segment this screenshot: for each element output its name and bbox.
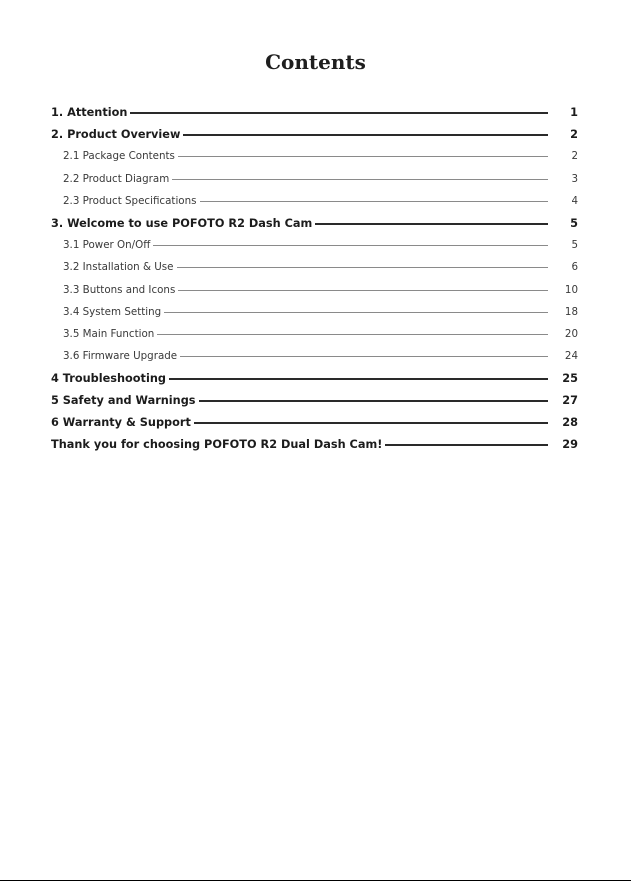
toc-leader-line <box>164 312 548 313</box>
toc-page-number: 3 <box>571 172 578 185</box>
toc-leader-line <box>315 223 548 225</box>
toc-leader-line <box>130 112 548 114</box>
toc-entry-buttons-icons[interactable] <box>51 279 578 301</box>
toc-leader-line <box>199 400 548 402</box>
toc-leader-line <box>177 267 549 268</box>
toc-leader-line <box>200 201 549 202</box>
toc-page-number: 10 <box>564 283 578 296</box>
page-bottom-rule <box>0 880 631 881</box>
toc-entry-product-diagram[interactable] <box>51 168 578 190</box>
toc-entry-label: 3.2 Installation & Use <box>63 261 174 274</box>
toc-entry-label: Thank you for choosing POFOTO R2 Dual Dash Cam! <box>51 438 383 452</box>
toc-page-number: 5 <box>571 239 578 252</box>
toc-leader-line <box>157 334 548 335</box>
toc-page-number: 24 <box>564 350 578 363</box>
toc-entry-firmware-upgrade[interactable] <box>51 345 578 367</box>
toc-leader-line <box>178 156 548 157</box>
toc-entry-label: 6 Warranty & Support <box>51 416 191 430</box>
toc-page-number: 27 <box>562 394 578 408</box>
toc-entry-troubleshooting[interactable] <box>51 367 578 389</box>
toc-entry-label: 3.3 Buttons and Icons <box>63 283 176 296</box>
toc-leader-line <box>194 422 548 424</box>
toc-entry-label: 3.5 Main Function <box>63 327 155 340</box>
toc-entry-package-contents[interactable] <box>51 145 578 167</box>
toc-entry-label: 3. Welcome to use POFOTO R2 Dash Cam <box>51 216 313 230</box>
toc-page-number: 18 <box>564 305 578 318</box>
toc-page-number: 29 <box>562 438 578 452</box>
toc-entry-label: 4 Troubleshooting <box>51 371 166 385</box>
toc-leader-line <box>178 290 548 291</box>
toc-page-number: 2 <box>571 150 578 163</box>
toc-leader-line <box>172 179 548 180</box>
toc-leader-line <box>169 378 548 380</box>
toc-page-number: 4 <box>571 194 578 207</box>
toc-page-number: 2 <box>570 127 578 141</box>
toc-entry-label: 2.3 Product Specifications <box>63 194 197 207</box>
toc-entry-label: 3.6 Firmware Upgrade <box>63 350 178 363</box>
toc-leader-line <box>385 444 548 446</box>
toc-page-number: 1 <box>570 105 578 119</box>
toc-entry-label: 1. Attention <box>51 105 128 119</box>
toc-entry-safety-warnings[interactable] <box>51 389 578 411</box>
toc-entry-main-function[interactable] <box>51 323 578 345</box>
toc-entry-power-on-off[interactable] <box>51 234 578 256</box>
toc-entry-system-setting[interactable] <box>51 301 578 323</box>
toc-page-number: 25 <box>562 371 578 385</box>
toc-entry-label: 3.1 Power On/Off <box>63 239 151 252</box>
table-of-contents <box>51 101 578 456</box>
toc-entry-welcome[interactable] <box>51 212 578 234</box>
toc-page-number: 5 <box>570 216 578 230</box>
toc-entry-attention[interactable] <box>51 101 578 123</box>
toc-entry-label: 2.2 Product Diagram <box>63 172 170 185</box>
toc-entry-label: 3.4 System Setting <box>63 305 162 318</box>
toc-entry-label: 2. Product Overview <box>51 127 181 141</box>
toc-entry-label: 5 Safety and Warnings <box>51 394 196 408</box>
toc-entry-warranty-support[interactable] <box>51 412 578 434</box>
toc-page-number: 28 <box>562 416 578 430</box>
toc-entry-product-overview[interactable] <box>51 123 578 145</box>
toc-leader-line <box>183 134 548 136</box>
toc-page-number: 6 <box>571 261 578 274</box>
toc-entry-installation-use[interactable] <box>51 256 578 278</box>
toc-leader-line <box>153 245 548 246</box>
toc-leader-line <box>180 356 548 357</box>
page-title: Contents <box>265 50 366 74</box>
toc-page-number: 20 <box>564 327 578 340</box>
toc-entry-thank-you[interactable] <box>51 434 578 456</box>
toc-entry-product-specifications[interactable] <box>51 190 578 212</box>
toc-entry-label: 2.1 Package Contents <box>63 150 175 163</box>
